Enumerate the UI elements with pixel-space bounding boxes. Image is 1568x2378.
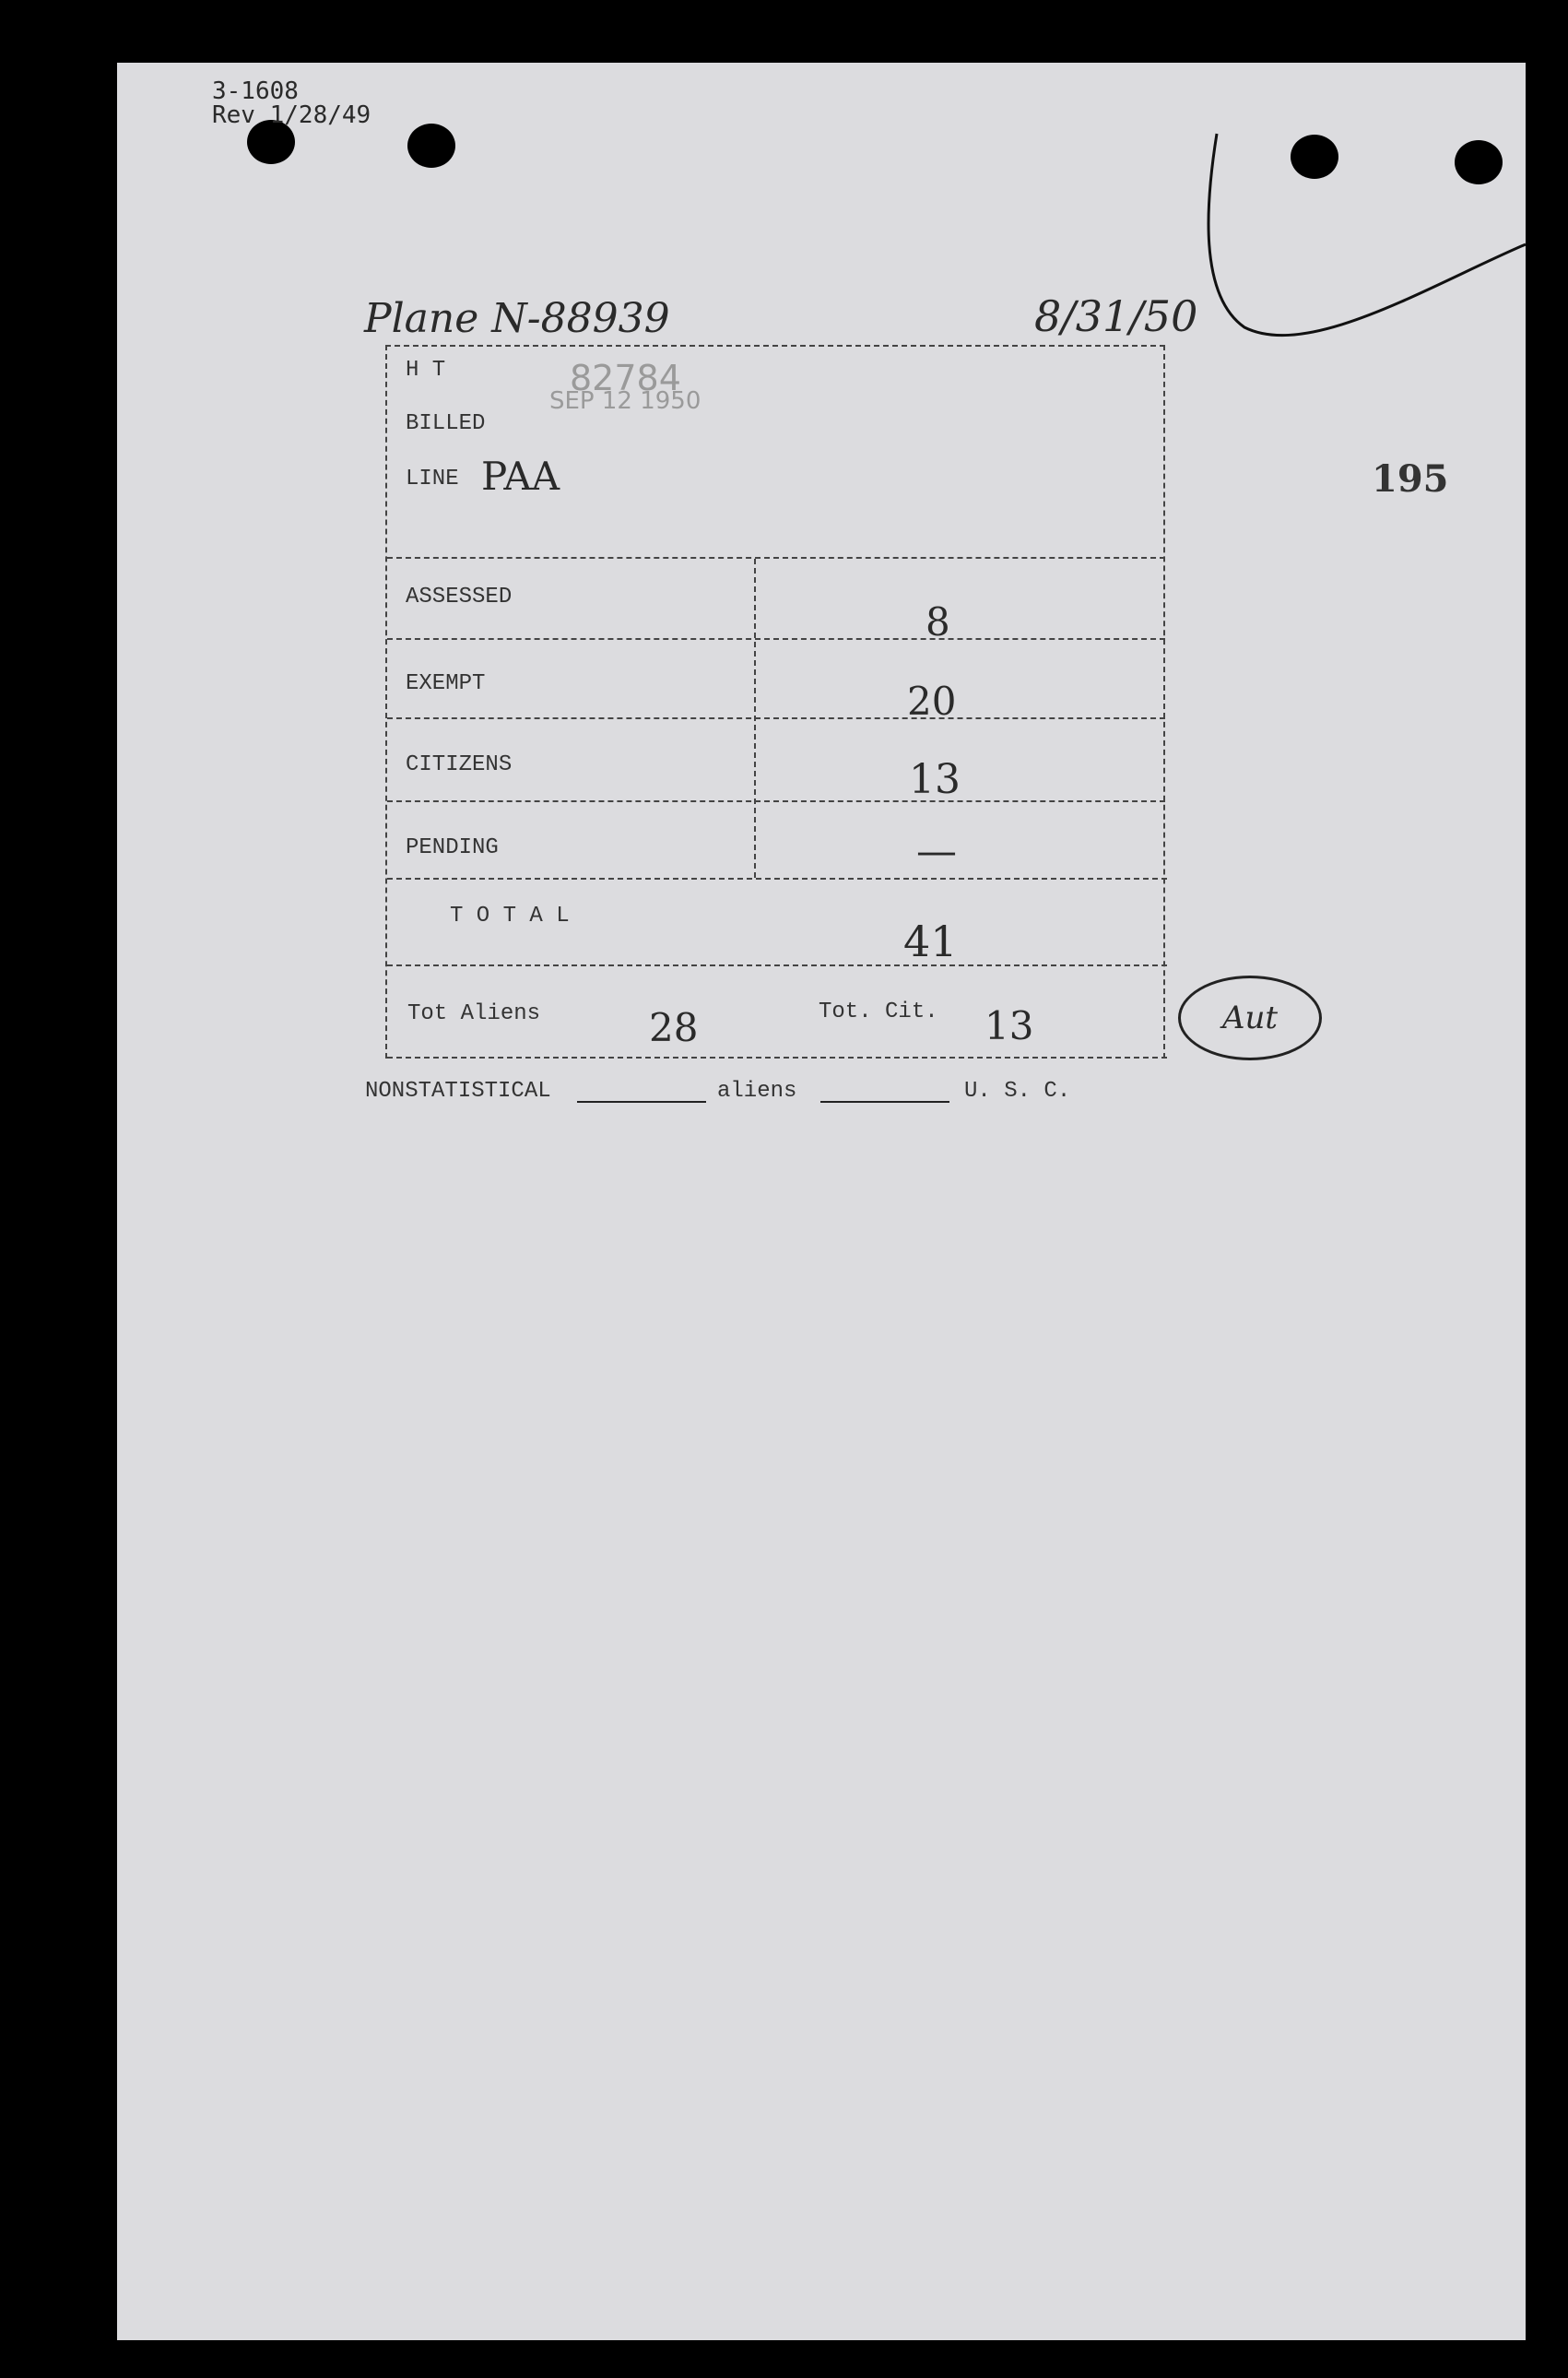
citizens-label: CITIZENS bbox=[406, 752, 513, 777]
row-divider bbox=[387, 878, 1167, 880]
exempt-value: 20 bbox=[907, 679, 957, 724]
form-page bbox=[117, 63, 1526, 2340]
circled-note-text: Aut bbox=[1221, 1000, 1279, 1036]
punch-hole bbox=[407, 124, 455, 168]
row-divider bbox=[387, 964, 1167, 966]
billed-label: BILLED bbox=[406, 411, 486, 436]
assessed-value: 8 bbox=[925, 599, 950, 645]
line-value: PAA bbox=[481, 454, 560, 499]
stamp-date: SEP 12 1950 bbox=[549, 387, 701, 415]
ht-label: H T bbox=[406, 358, 446, 383]
citizens-value: 13 bbox=[909, 756, 961, 803]
hand-drawn-curve bbox=[1198, 129, 1530, 350]
nonstat-usc: U. S. C. bbox=[964, 1079, 1071, 1104]
page-number: 195 bbox=[1372, 457, 1449, 501]
usc-blank bbox=[820, 1101, 949, 1103]
exempt-label: EXEMPT bbox=[406, 671, 486, 696]
tot-cit-label: Tot. Cit. bbox=[819, 1000, 938, 1024]
tot-cit-value: 13 bbox=[984, 1003, 1034, 1048]
plane-number: Plane N-88939 bbox=[364, 295, 670, 342]
box-right-border bbox=[1163, 345, 1165, 1059]
nonstat-aliens: aliens bbox=[717, 1079, 797, 1104]
flight-date: 8/31/50 bbox=[1034, 291, 1198, 341]
total-label: T O T A L bbox=[450, 904, 570, 929]
nonstat-blank bbox=[577, 1101, 706, 1103]
form-revision: Rev 1/28/49 bbox=[212, 101, 371, 129]
box-divider bbox=[387, 557, 1165, 559]
line-label: LINE bbox=[406, 467, 459, 491]
assessed-label: ASSESSED bbox=[406, 585, 513, 609]
row-divider bbox=[387, 717, 1165, 719]
tot-aliens-label: Tot Aliens bbox=[407, 1001, 541, 1026]
tot-aliens-value: 28 bbox=[649, 1005, 699, 1050]
nonstat-label: NONSTATISTICAL bbox=[365, 1079, 551, 1104]
stamp-number: 82784 bbox=[570, 358, 681, 398]
circled-note bbox=[1178, 976, 1322, 1060]
box-bottom-border bbox=[387, 1057, 1167, 1059]
total-value: 41 bbox=[903, 917, 958, 966]
row-divider bbox=[387, 800, 1165, 802]
pending-label: PENDING bbox=[406, 835, 499, 860]
pending-value: — bbox=[916, 828, 957, 875]
form-number: 3-1608 bbox=[212, 77, 299, 105]
box-top-border bbox=[385, 345, 1165, 347]
box-left-border bbox=[385, 345, 387, 1059]
row-divider bbox=[387, 638, 1165, 640]
